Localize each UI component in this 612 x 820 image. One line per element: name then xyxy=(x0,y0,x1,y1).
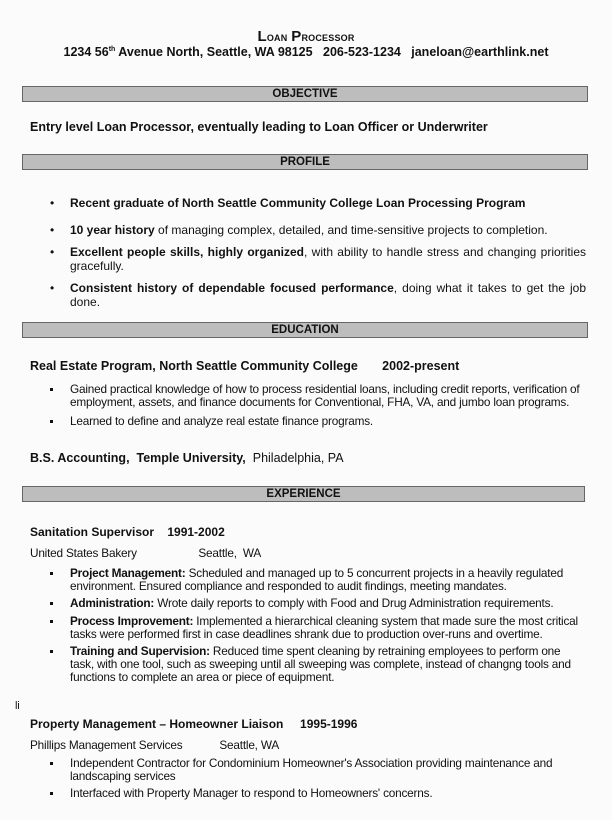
job-bullet-text: Scheduled and managed up to 5 concurrent projects in a heavily regulated environment. Ensured compliance and responded to audit findings, meeting mandates. xyxy=(70,566,564,594)
bullet-square-icon xyxy=(50,650,53,653)
bullet-square-icon xyxy=(50,420,53,423)
job-bullet-label: Process Improvement: xyxy=(70,613,194,628)
section-bar-experience: EXPERIENCE xyxy=(22,486,585,502)
title-part: rocessor xyxy=(301,29,355,44)
section-bar-education: EDUCATION xyxy=(22,322,588,338)
bullet-square-icon xyxy=(50,388,53,391)
job-bullet-label: Administration: xyxy=(70,596,155,611)
contact-line xyxy=(0,45,612,59)
degree-location: Philadelphia, PA xyxy=(245,451,344,465)
resume-title xyxy=(0,28,612,45)
education-degree xyxy=(30,451,344,465)
job-heading: Property Management – Homeowner Liaison 1995-1996 xyxy=(30,717,358,731)
bullet-square-icon xyxy=(50,572,53,575)
job-bullet-text: Wrote daily reports to comply with Food and Drug Administration requirements. xyxy=(154,596,554,611)
job-heading: Sanitation Supervisor 1991-2002 xyxy=(30,525,225,539)
address-ordinal: th xyxy=(108,46,116,53)
title-cap-l: L xyxy=(257,28,267,45)
job-bullet-text: Independent Contractor for Condominium Homeowner's Association providing maintenance and landscaping services xyxy=(70,756,553,784)
profile-item-bold: Excellent people skills, highly organized xyxy=(70,245,304,259)
profile-item xyxy=(50,246,586,273)
stray-text: li xyxy=(15,700,20,712)
bullet-square-icon xyxy=(50,762,53,765)
bullet-square-icon xyxy=(50,792,53,795)
job-bullet xyxy=(50,787,580,800)
education-bullet xyxy=(50,415,580,428)
section-bar-profile: PROFILE xyxy=(22,154,588,170)
profile-list xyxy=(50,197,586,309)
address-number: 1234 56 xyxy=(63,45,109,59)
title-cap-p: P xyxy=(291,28,302,45)
education-bullet-text: Gained practical knowledge of how to process residential loans, including credit reports, verification of employment, assets, and finance documents for Conventional, FHA, VA, and jumbo loan programs. xyxy=(70,382,580,410)
job-bullet xyxy=(50,597,580,610)
job-bullet xyxy=(50,615,580,641)
profile-item xyxy=(50,197,586,211)
job-bullet xyxy=(50,645,580,685)
title-part: oan xyxy=(266,29,292,44)
bullet-dot-icon: • xyxy=(50,196,55,210)
profile-item-bold: Recent graduate of North Seattle Community College Loan Processing Program xyxy=(70,196,526,210)
bullet-dot-icon: • xyxy=(50,245,55,259)
bullet-dot-icon: • xyxy=(50,222,55,237)
profile-item-text: of managing complex, detailed, and time-sensitive projects to completion. xyxy=(154,222,548,237)
education-program-heading: Real Estate Program, North Seattle Community College 2002-present xyxy=(30,359,460,373)
job-bullets xyxy=(50,757,580,801)
bullet-dot-icon: • xyxy=(50,281,55,295)
job-bullet xyxy=(50,757,580,783)
bullet-square-icon xyxy=(50,620,53,623)
profile-item-text: , doing what it takes to get the job done. xyxy=(70,281,587,309)
job-bullets xyxy=(50,567,580,685)
education-bullet-text: Learned to define and analyze real estate finance programs. xyxy=(70,414,373,429)
job-employer: Phillips Management Services Seattle, WA xyxy=(30,738,279,752)
job-bullet-text: Reduced time spent cleaning by retraining employees to perform one task, with one tool, such as sweeping until all sweeping was complete, instead of changng tools and functions to complete an area or piece of equipment. xyxy=(70,644,571,685)
profile-item xyxy=(50,224,586,238)
job-bullet-label: Project Management: xyxy=(70,566,186,580)
degree-name: B.S. Accounting, Temple University, xyxy=(30,451,246,465)
job-bullet xyxy=(50,567,580,593)
job-bullet-text: Implemented a hierarchical cleaning system that made sure the most critical tasks were performed first in case deadlines shrank due to production over-runs and overtime. xyxy=(70,613,578,641)
address-phone-email: Avenue North, Seattle, WA 98125 206-523-1234 janeloan@earthlink.net xyxy=(115,45,549,59)
profile-item xyxy=(50,282,586,309)
job-bullet-text: Interfaced with Property Manager to respond to Homeowners' concerns. xyxy=(70,786,433,801)
job-bullet-label: Training and Supervision: xyxy=(70,644,210,659)
job-employer: United States Bakery Seattle, WA xyxy=(30,546,262,560)
bullet-square-icon xyxy=(50,602,53,605)
education-bullet xyxy=(50,383,580,409)
profile-item-bold: Consistent history of dependable focused performance xyxy=(70,281,394,295)
profile-item-bold: 10 year history xyxy=(70,222,155,237)
education-bullets xyxy=(50,383,580,429)
profile-item-text: , with ability to handle stress and changing priorities gracefully. xyxy=(70,245,587,273)
objective-text: Entry level Loan Processor, eventually leading to Loan Officer or Underwriter xyxy=(30,120,488,134)
section-bar-objective: OBJECTIVE xyxy=(22,86,588,102)
